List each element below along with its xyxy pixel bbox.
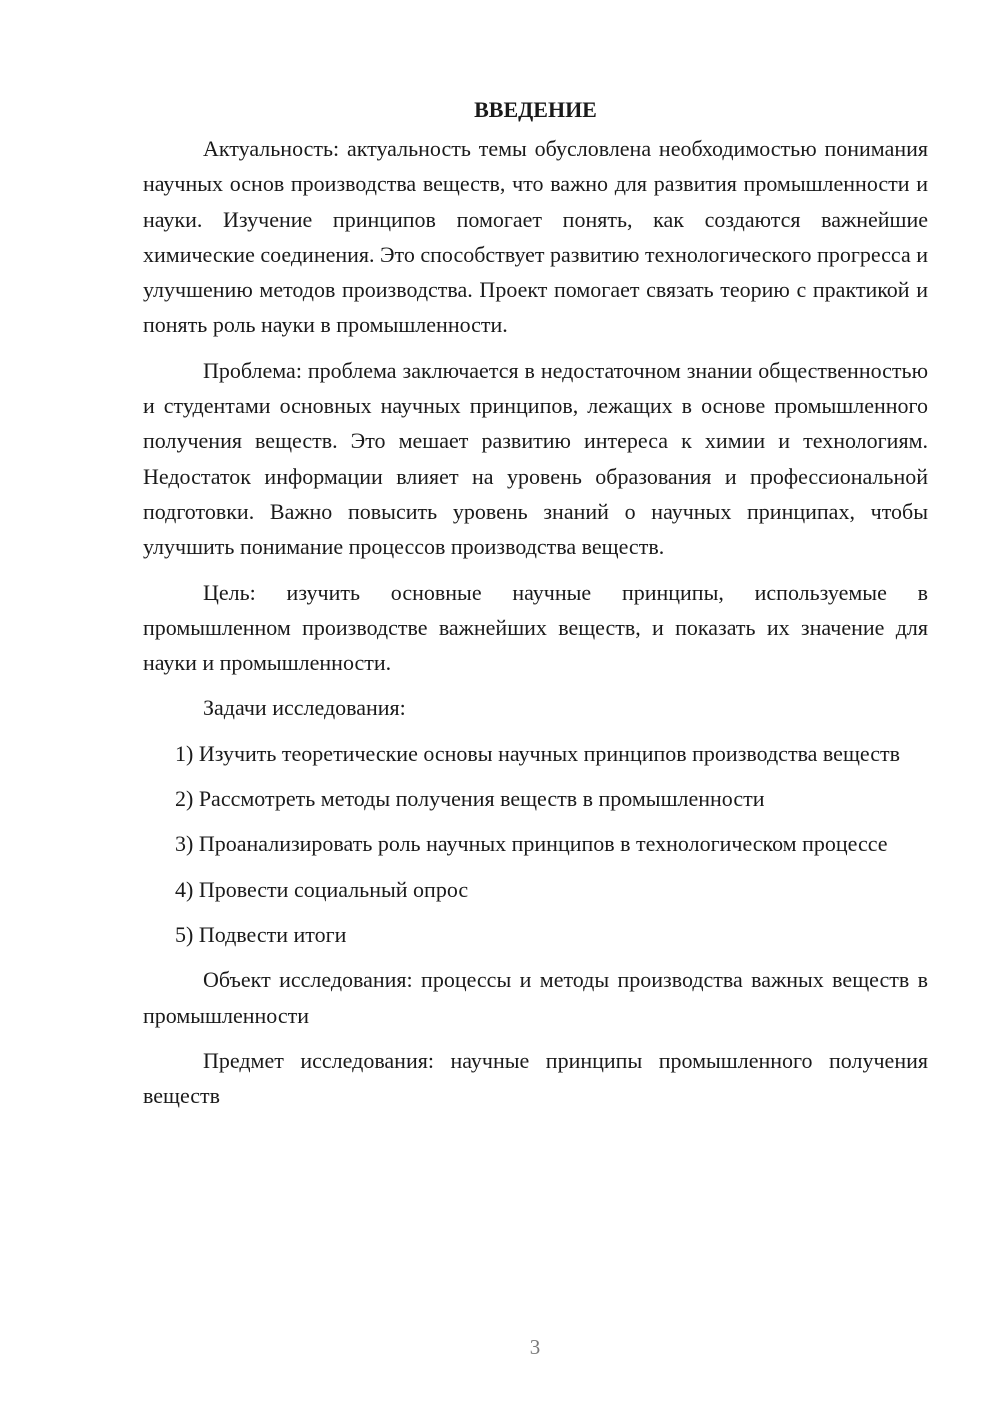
task-item: 4) Провести социальный опрос	[175, 876, 469, 902]
task-item: 3) Проанализировать роль научных принципов в технологическом процессе	[175, 831, 888, 857]
page-number: 3	[529, 1335, 541, 1359]
tasks-heading: Задачи исследования:	[203, 695, 406, 721]
object-paragraph: Объект исследования: процессы и методы производства важных веществ в промышленности	[143, 967, 928, 1028]
task-item: 1) Изучить теоретические основы научных принципов производства веществ	[175, 740, 900, 766]
problem-paragraph: Проблема: проблема заключается в недостаточном знании общественностью и студентами основных научных принципов, лежащих в основе промышленного получения веществ. Это мешает развитию интереса к химии и технологиям. Недостаток информации влияет на уровень образования и профессиональной подготовки. Важно повысить уровень знаний о научных принципах, чтобы улучшить понимание процессов производства веществ.	[143, 357, 928, 560]
task-item: 2) Рассмотреть методы получения веществ в промышленности	[175, 786, 765, 812]
page-content	[143, 92, 928, 1123]
goal-paragraph: Цель: изучить основные научные принципы, используемые в промышленном производстве важнейших веществ, и показать их значение для науки и промышленности.	[143, 579, 928, 676]
subject-paragraph: Предмет исследования: научные принципы промышленного получения веществ	[143, 1047, 928, 1109]
relevance-paragraph: Актуальность: актуальность темы обусловлена необходимостью понимания научных основ производства веществ, что важно для развития промышленности и науки. Изучение принципов помогает понять, как создаются важнейшие химические соединения. Это способствует развитию технологического прогресса и улучшению методов производства. Проект помогает связать теорию с практикой и понять роль науки в промышленности.	[143, 136, 928, 338]
page-title: ВВЕДЕНИЕ	[474, 97, 597, 122]
task-item: 5) Подвести итоги	[175, 921, 347, 947]
